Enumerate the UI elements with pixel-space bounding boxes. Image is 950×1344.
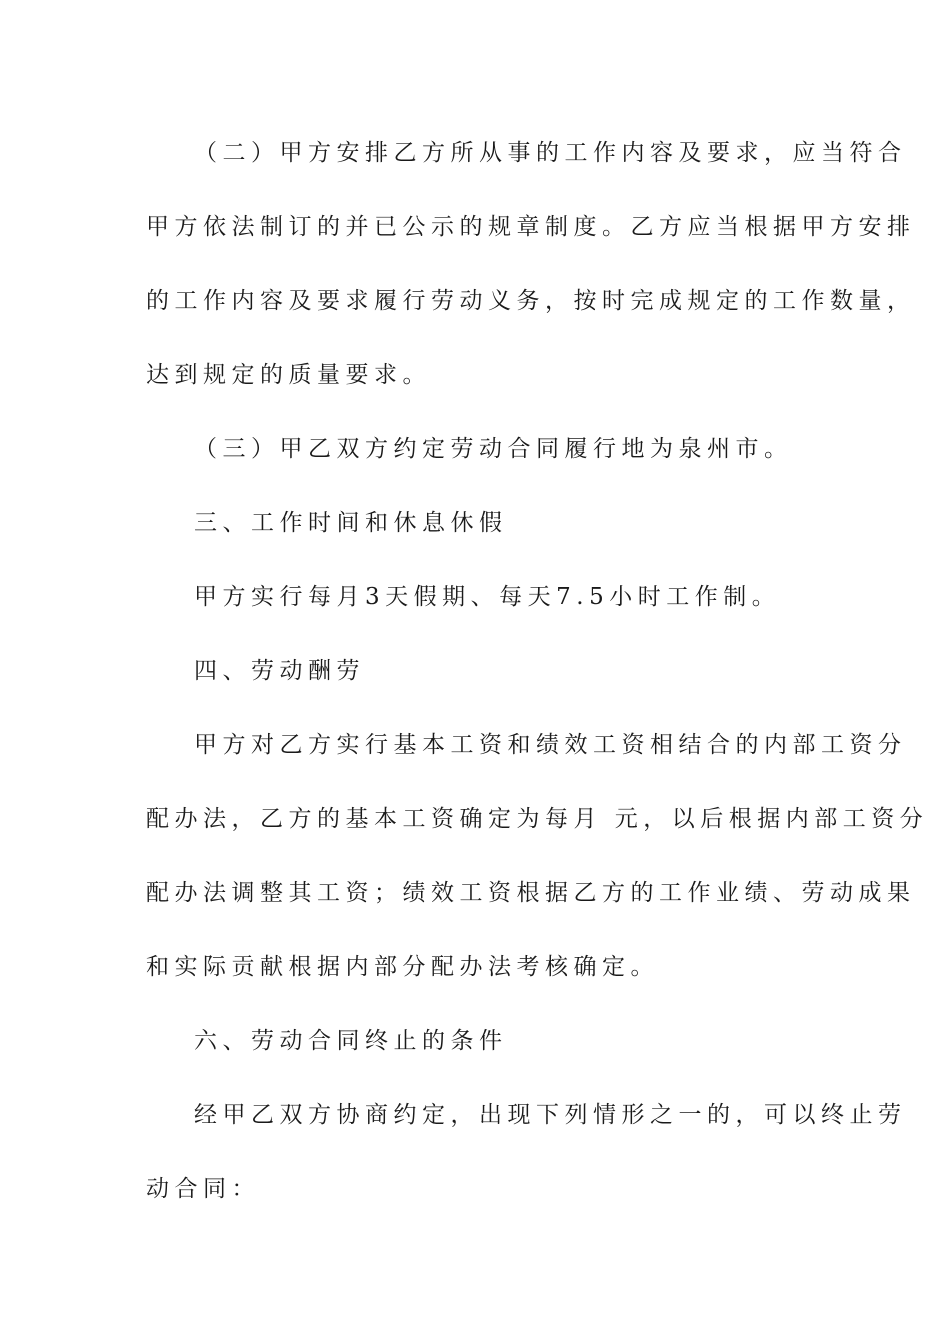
paragraph-line: 甲方依法制订的并已公示的规章制度。乙方应当根据甲方安排 bbox=[146, 214, 916, 240]
paragraph-line: （三）甲乙双方约定劳动合同履行地为泉州市。 bbox=[194, 436, 793, 462]
section-heading: 三、工作时间和休息休假 bbox=[194, 510, 508, 536]
paragraph-line: 动合同： bbox=[146, 1176, 260, 1202]
paragraph-line: 和实际贡献根据内部分配办法考核确定。 bbox=[146, 954, 659, 980]
paragraph-line: 配办法，乙方的基本工资确定为每月 元，以后根据内部工资分 bbox=[146, 806, 929, 832]
paragraph-line: 的工作内容及要求履行劳动义务，按时完成规定的工作数量， bbox=[146, 288, 916, 314]
section-heading: 四、劳动酬劳 bbox=[194, 658, 365, 684]
section-heading: 六、劳动合同终止的条件 bbox=[194, 1028, 508, 1054]
paragraph-line: 甲方对乙方实行基本工资和绩效工资相结合的内部工资分 bbox=[194, 732, 907, 758]
paragraph-line: 经甲乙双方协商约定，出现下列情形之一的，可以终止劳 bbox=[194, 1102, 907, 1128]
paragraph-line: 达到规定的质量要求。 bbox=[146, 362, 431, 388]
paragraph-line: 甲方实行每月3天假期、每天7.5小时工作制。 bbox=[194, 584, 781, 610]
paragraph-line: （二）甲方安排乙方所从事的工作内容及要求，应当符合 bbox=[194, 140, 907, 166]
paragraph-line: 配办法调整其工资；绩效工资根据乙方的工作业绩、劳动成果 bbox=[146, 880, 916, 906]
